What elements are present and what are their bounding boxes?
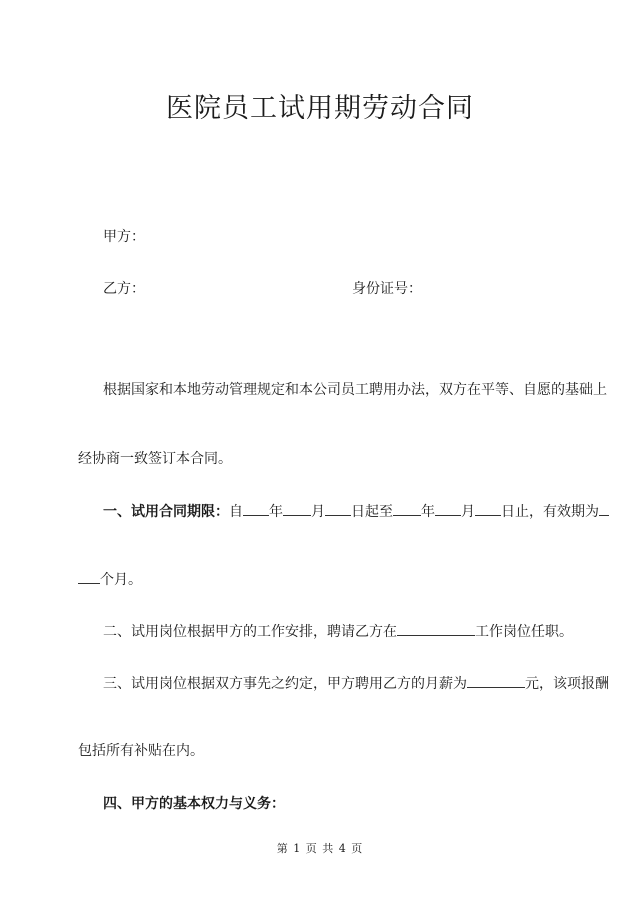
- blank-end-day: [475, 502, 501, 516]
- blank-salary: [467, 674, 525, 688]
- clause-1-month: 月: [311, 504, 325, 520]
- blank-duration-months: [78, 570, 100, 584]
- blank-end-month: [435, 502, 461, 516]
- clause-3-prefix: 三、试用岗位根据双方事先之约定，甲方聘用乙方的月薪为: [103, 676, 467, 692]
- clause-1-year-2: 年: [421, 504, 435, 520]
- clause-1-duration-line: [78, 570, 142, 589]
- page-footer: 第 1 页 共 4 页: [276, 842, 364, 855]
- blank-duration-start: [599, 502, 609, 516]
- clause-3-salary: [103, 674, 609, 693]
- clause-1-term: [103, 502, 609, 521]
- blank-position: [397, 622, 475, 636]
- clause-1-day-to: 日止，有效期为: [501, 504, 599, 520]
- clause-2-suffix: 工作岗位任职。: [475, 624, 573, 640]
- blank-end-year: [393, 502, 421, 516]
- blank-start-month: [283, 502, 311, 516]
- clause-1-from: 自: [229, 504, 243, 520]
- clause-1-months: 个月。: [100, 572, 142, 588]
- document-title: 医院员工试用期劳动合同: [166, 93, 474, 124]
- clause-4-heading: 四、甲方的基本权力与义务：: [103, 796, 285, 812]
- blank-start-day: [325, 502, 351, 516]
- party-b-label: 乙方：: [103, 281, 145, 297]
- clause-3-line-2: 包括所有补贴在内。: [78, 743, 204, 759]
- clause-1-month-2: 月: [461, 504, 475, 520]
- clause-3-suffix: 元，该项报酬: [525, 676, 609, 692]
- blank-start-year: [243, 502, 269, 516]
- intro-line-2: 经协商一致签订本合同。: [78, 451, 232, 467]
- clause-2-prefix: 二、试用岗位根据甲方的工作安排，聘请乙方在: [103, 624, 397, 640]
- clause-2-position: [103, 622, 573, 641]
- id-number-label: 身份证号：: [352, 281, 422, 297]
- clause-1-heading: 一、试用合同期限：: [103, 504, 229, 520]
- party-a-label: 甲方：: [103, 229, 145, 245]
- clause-1-year: 年: [269, 504, 283, 520]
- intro-line-1: 根据国家和本地劳动管理规定和本公司员工聘用办法，双方在平等、自愿的基础上: [103, 382, 607, 398]
- clause-1-day-from: 日起至: [351, 504, 393, 520]
